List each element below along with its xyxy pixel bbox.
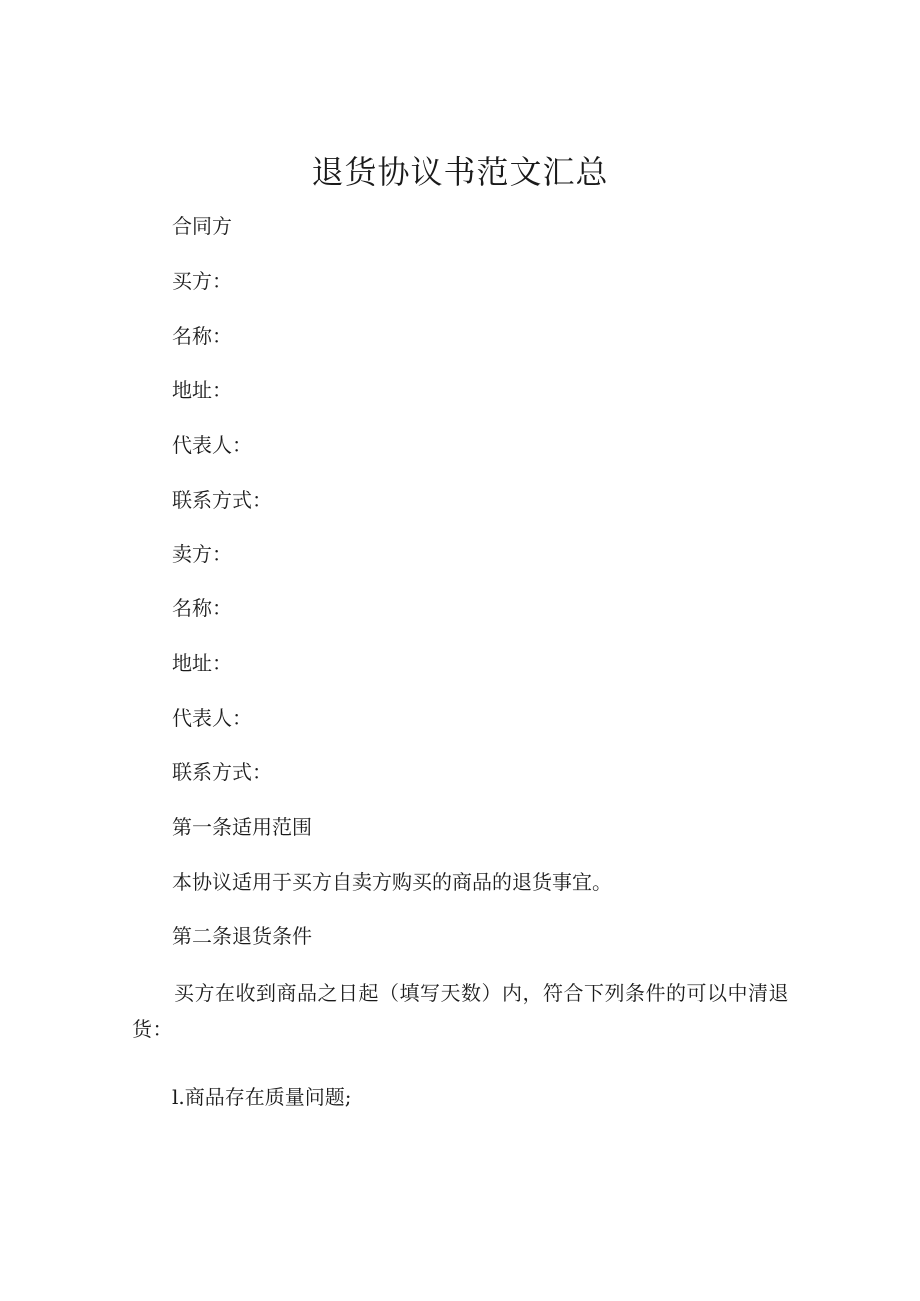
article1-body: 本协议适用于买方自卖方购买的商品的退货事宜。 <box>172 870 612 894</box>
buyer-representative-label: 代表人： <box>172 433 252 457</box>
seller-label: 卖方： <box>172 542 232 566</box>
seller-name-label: 名称： <box>172 596 232 620</box>
seller-representative-label: 代表人： <box>172 706 252 730</box>
buyer-address-label: 地址： <box>172 378 232 402</box>
article2-heading: 第二条退货条件 <box>172 924 312 948</box>
buyer-label: 买方： <box>172 269 232 293</box>
buyer-name-label: 名称： <box>172 324 232 348</box>
seller-address-label: 地址： <box>172 651 232 675</box>
article2-body: 买方在收到商品之日起（填写天数）内，符合下列条件的可以中清退货： <box>132 981 789 1041</box>
document-title: 退货协议书范文汇总 <box>311 153 609 191</box>
seller-contact-label: 联系方式： <box>172 760 272 784</box>
contract-parties-heading: 合同方 <box>172 214 232 238</box>
article1-heading: 第一条适用范围 <box>172 815 312 839</box>
article2-item-1: l.商品存在质量问题; <box>172 1085 352 1109</box>
buyer-contact-label: 联系方式： <box>172 488 272 512</box>
